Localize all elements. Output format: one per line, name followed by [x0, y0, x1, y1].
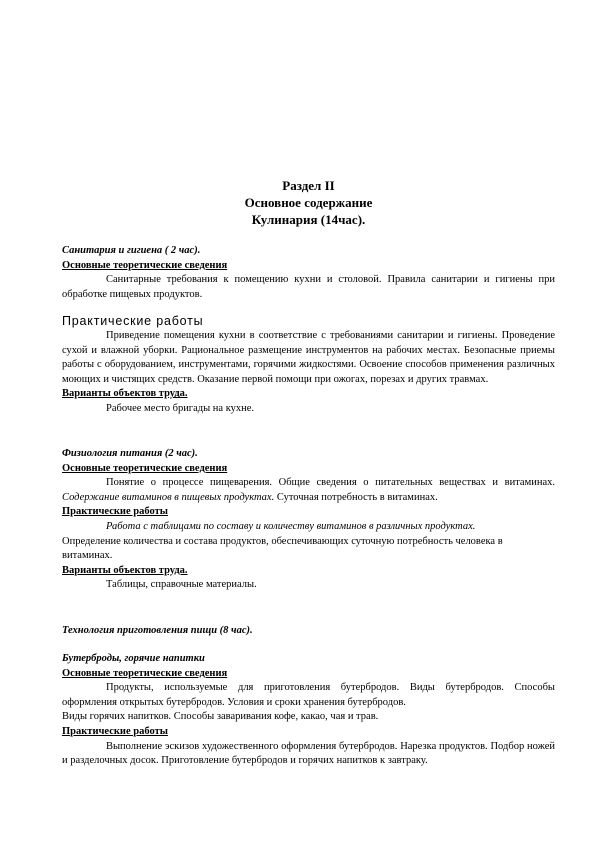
practice-text: Приведение помещения кухни в соответствие с требованиями санитарии и гигиены. Проведение сухой и влажной уборки. Рациональное размещение инструментов на рабочих местах. Безопасные приемы работы с оборудованием, инструментами, горячими жидкостями. Освоение способов применения различных моющих и чистящих средств. Оказание первой помощи при ожогах, порезах и других травмах. — [62, 329, 555, 385]
theory-text — [62, 476, 555, 505]
section-title: Технология приготовления пищи (8 час). — [62, 625, 253, 636]
theory-label: Основные теоретические сведения — [62, 462, 228, 474]
theory-text-italic: Содержание витаминов в пищевых продуктах. — [62, 491, 275, 503]
practice-text: Определение количества и состава продуктов, обеспечивающих суточную потребность человека в витаминах. — [62, 535, 503, 562]
theory-text-part-c: Суточная потребность в витаминах. — [274, 491, 438, 503]
section-title: Санитария и гигиена ( 2 час). — [62, 245, 201, 256]
theory-text-1: Продукты, используемые для приготовления бутербродов. Виды бутербродов. Способы оформления открытых бутербродов. Условия и сроки хранения бутербродов. — [62, 682, 555, 708]
section-physiology — [62, 447, 555, 593]
practice-label: Практические работы — [62, 506, 168, 518]
section-sandwiches — [62, 652, 555, 769]
heading-line-1: Раздел II — [282, 178, 335, 193]
theory-text-part-a: Понятие о процессе пищеварения. Общие сведения о питательных веществах и витаминах. — [106, 477, 555, 489]
section-title: Бутерброды, горячие напитки — [62, 653, 205, 664]
heading-line-2: Основное содержание — [244, 195, 373, 210]
theory-label: Основные теоретические сведения — [62, 259, 228, 271]
section-sanitation — [62, 244, 555, 417]
heading-line-3: Кулинария (14час). — [251, 212, 366, 227]
theory-text-2: Виды горячих напитков. Способы заваривания кофе, какао, чая и трав. — [62, 711, 379, 723]
theory-label: Основные теоретические сведения — [62, 667, 228, 679]
section-heading — [62, 177, 555, 228]
objects-text: Рабочее место бригады на кухне. — [106, 402, 255, 414]
objects-label: Варианты объектов труда. — [62, 388, 188, 400]
section-technology — [62, 624, 555, 639]
practice-label: Практические работы — [62, 314, 204, 329]
theory-text: Санитарные требования к помещению кухни и столовой. Правила санитарии и гигиены при обработке пищевых продуктов. — [62, 274, 555, 300]
objects-text: Таблицы, справочные материалы. — [106, 579, 257, 591]
section-title: Физиология питания (2 час). — [62, 448, 198, 459]
practice-italic: Работа с таблицами по составу и количеству витаминов в различных продуктах. — [106, 520, 476, 532]
practice-text: Выполнение эскизов художественного оформления бутербродов. Нарезка продуктов. Подбор ножей и разделочных досок. Приготовление бутербродов и горячих напитков к завтраку. — [62, 740, 555, 767]
practice-label: Практические работы — [62, 725, 168, 737]
objects-label: Варианты объектов труда. — [62, 564, 188, 576]
